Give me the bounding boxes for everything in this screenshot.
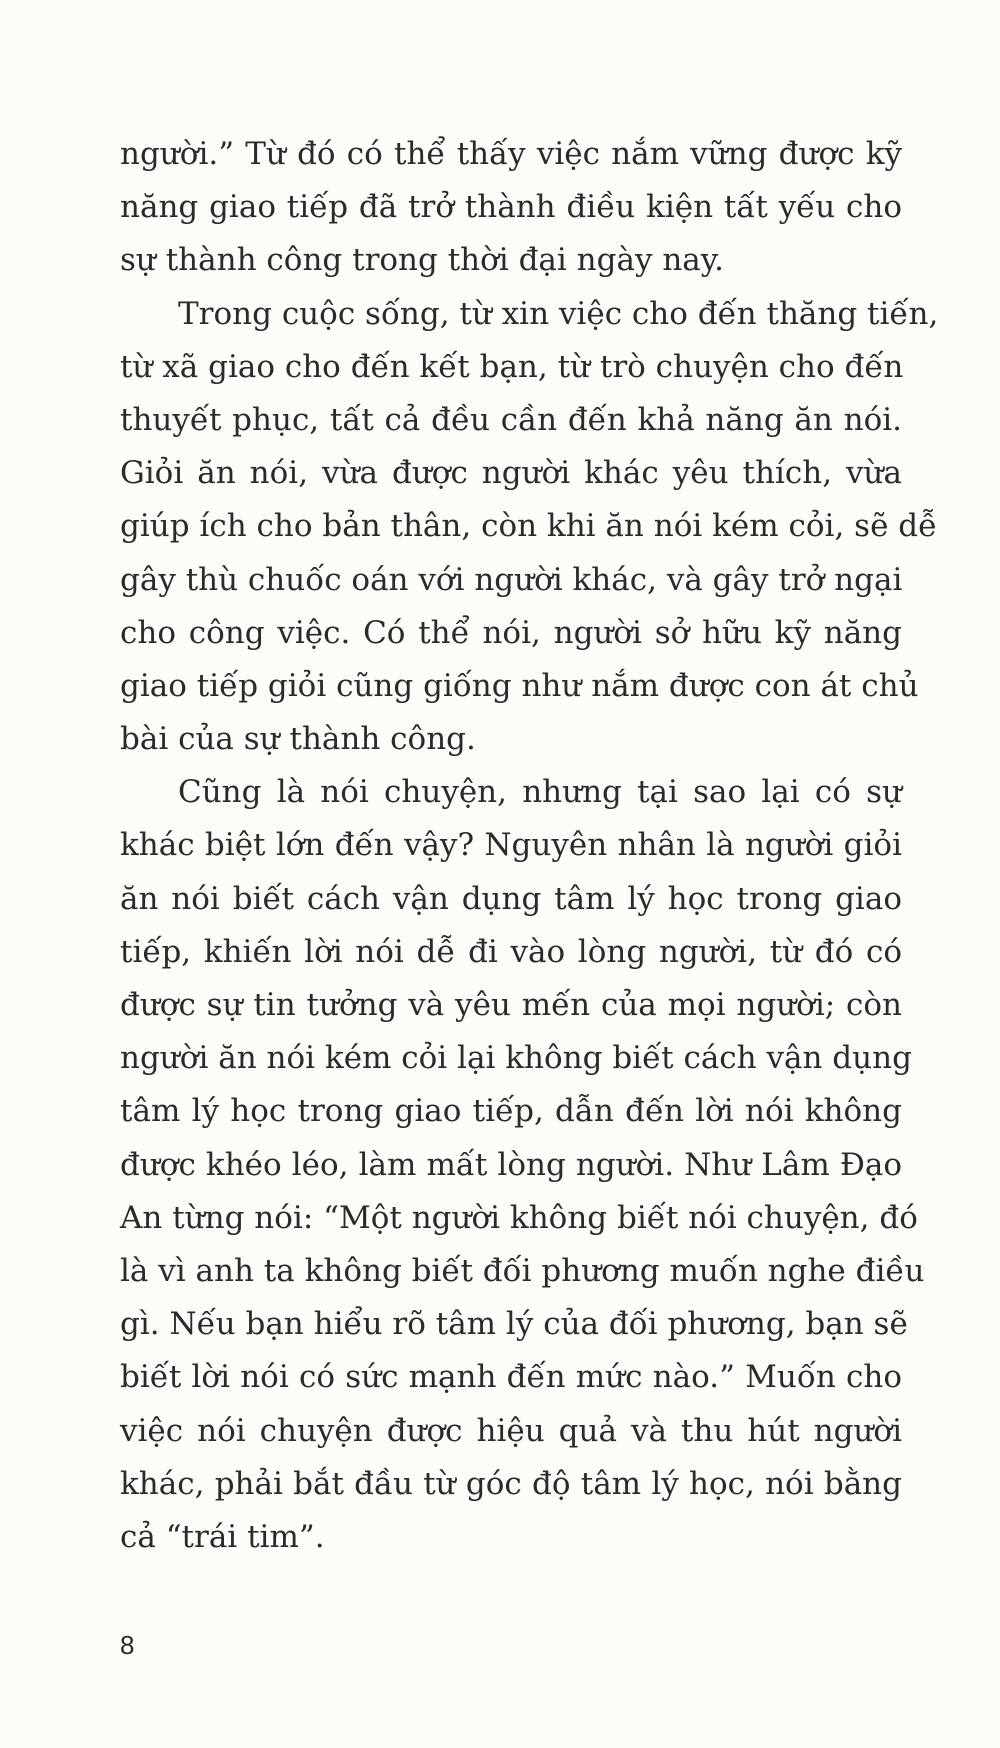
paragraph xyxy=(120,766,925,1564)
text-line: người.” Từ đó có thể thấy việc nắm vững được kỹ xyxy=(120,136,902,172)
paragraph xyxy=(120,128,902,288)
text-line: khác, phải bắt đầu từ góc độ tâm lý học, nói bằng xyxy=(120,1465,902,1502)
text-line: được sự tin tưởng và yêu mến của mọi người; còn xyxy=(120,987,902,1023)
text-line: Giỏi ăn nói, vừa được người khác yêu thích, vừa xyxy=(120,455,902,492)
text-line: từ xã giao cho đến kết bạn, từ trò chuyện cho đến xyxy=(120,348,904,385)
text-line: Trong cuộc sống, từ xin việc cho đến thăng tiến, xyxy=(178,295,939,332)
text-line: tâm lý học trong giao tiếp, dẫn đến lời nói không xyxy=(120,1093,902,1130)
text-line: thuyết phục, tất cả đều cần đến khả năng ăn nói. xyxy=(120,401,902,438)
text-line: An từng nói: “Một người không biết nói chuyện, đó xyxy=(120,1199,918,1236)
text-line: được khéo léo, làm mất lòng người. Như Lâm Đạo xyxy=(120,1146,902,1183)
text-line: gây thù chuốc oán với người khác, và gây trở ngại xyxy=(120,561,903,598)
text-line: cho công việc. Có thể nói, người sở hữu kỹ năng xyxy=(120,614,902,651)
text-line: Cũng là nói chuyện, nhưng tại sao lại có sự xyxy=(178,774,902,811)
text-line: năng giao tiếp đã trở thành điều kiện tất yếu cho xyxy=(120,189,902,226)
text-line: sự thành công trong thời đại ngày nay. xyxy=(120,242,725,279)
text-line: người ăn nói kém cỏi lại không biết cách vận dụng xyxy=(120,1040,912,1077)
text-line: cả “trái tim”. xyxy=(120,1518,325,1555)
text-line: việc nói chuyện được hiệu quả và thu hút người xyxy=(120,1412,902,1449)
body-text xyxy=(120,128,939,1564)
text-line: khác biệt lớn đến vậy? Nguyên nhân là người giỏi xyxy=(120,827,902,864)
page-number: 8 xyxy=(120,1630,135,1660)
text-line: giao tiếp giỏi cũng giống như nắm được con át chủ xyxy=(120,667,919,704)
text-line: gì. Nếu bạn hiểu rõ tâm lý của đối phương, bạn sẽ xyxy=(120,1306,908,1343)
text-line: là vì anh ta không biết đối phương muốn nghe điều xyxy=(120,1252,925,1289)
text-line: giúp ích cho bản thân, còn khi ăn nói kém cỏi, sẽ dễ xyxy=(120,508,938,545)
paragraph xyxy=(120,288,939,767)
text-line: tiếp, khiến lời nói dễ đi vào lòng người, từ đó có xyxy=(120,933,902,970)
text-line: bài của sự thành công. xyxy=(120,721,476,758)
text-line: ăn nói biết cách vận dụng tâm lý học trong giao xyxy=(120,880,902,917)
text-line: biết lời nói có sức mạnh đến mức nào.” Muốn cho xyxy=(120,1359,902,1396)
